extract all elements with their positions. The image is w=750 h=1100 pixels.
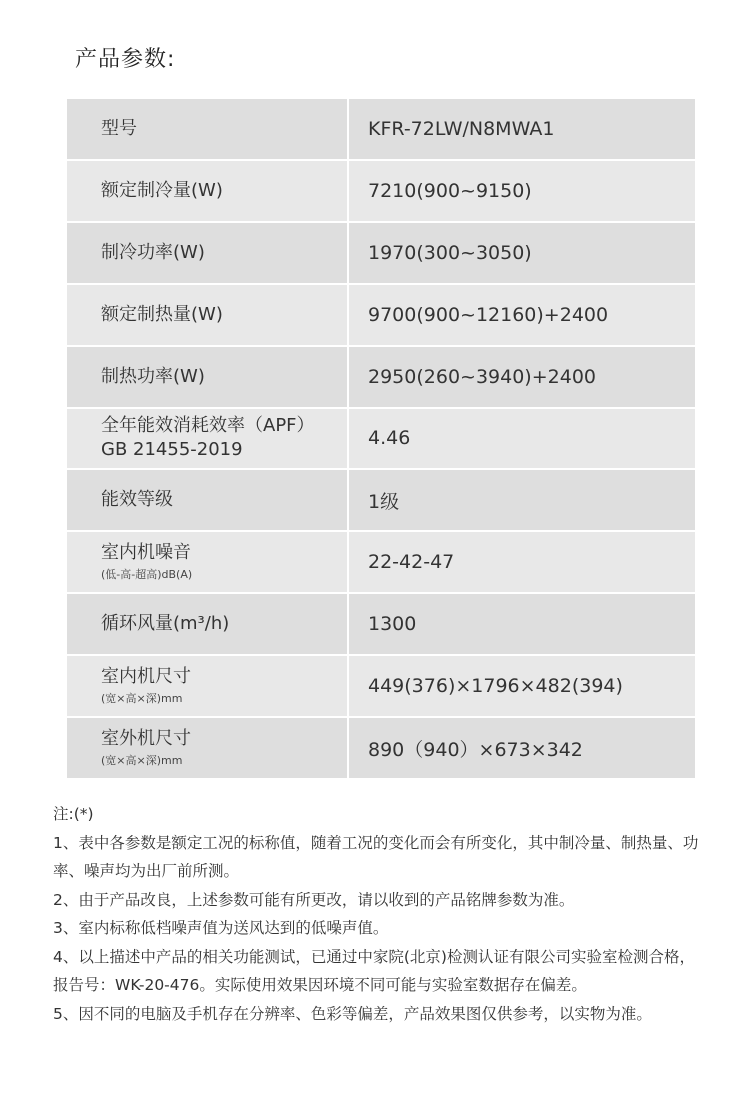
spec-row-rated-cooling — [67, 161, 695, 223]
note-item: 3、室内标称低档噪声值为送风达到的低噪声值。 — [53, 919, 389, 937]
spec-row-energy-grade — [67, 470, 695, 532]
spec-standard: GB 21455-2019 — [101, 439, 243, 461]
spec-value: 2950(260~3940)+2400 — [368, 365, 596, 388]
spec-label: 额定制热量(W) — [101, 303, 223, 325]
spec-value: 7210(900~9150) — [368, 179, 532, 202]
notes-section — [53, 800, 703, 1028]
spec-value: 1级 — [368, 490, 400, 513]
spec-label: 室内机尺寸 — [101, 666, 191, 688]
note-item: 2、由于产品改良，上述参数可能有所更改，请以收到的产品铭牌参数为准。 — [53, 890, 575, 909]
spec-row-airflow — [67, 594, 695, 656]
spec-sublabel: (低-高-超高)dB(A) — [101, 568, 193, 582]
spec-value: 890（940）×673×342 — [368, 738, 583, 761]
spec-label-cell — [67, 594, 349, 654]
spec-value: 4.46 — [368, 427, 411, 450]
spec-label-cell — [67, 656, 349, 716]
spec-sublabel: (宽×高×深)mm — [101, 754, 183, 768]
spec-label-cell — [67, 718, 349, 778]
spec-row-rated-heating — [67, 285, 695, 347]
note-item: 5、因不同的电脑及手机存在分辨率、色彩等偏差，产品效果图仅供参考，以实物为准。 — [53, 1004, 652, 1023]
spec-row-apf — [67, 409, 695, 471]
spec-value: 9700(900~12160)+2400 — [368, 303, 609, 326]
spec-value: 22-42-47 — [368, 551, 455, 574]
spec-value: 449(376)×1796×482(394) — [368, 675, 623, 698]
spec-label-cell — [67, 223, 349, 283]
spec-table — [67, 99, 695, 778]
spec-label-cell — [67, 285, 349, 345]
spec-row-heating-power — [67, 347, 695, 409]
spec-label: 能效等级 — [101, 489, 173, 511]
spec-label: 循环风量(m³/h) — [101, 613, 230, 635]
spec-label: 型号 — [101, 117, 137, 139]
notes-heading: 注:(*) — [53, 805, 94, 823]
spec-label: 室外机尺寸 — [101, 728, 191, 750]
page-title: 产品参数: — [75, 47, 176, 72]
spec-label: 全年能效消耗效率（APF） — [101, 415, 315, 437]
spec-label: 制热功率(W) — [101, 365, 205, 387]
spec-row-cooling-power — [67, 223, 695, 285]
note-item: 4、以上描述中产品的相关功能测试，已通过中家院(北京)检测认证有限公司实验室检测合格，报告号：WK-20-476。实际使用效果因环境不同可能与实验室数据存在偏差。 — [53, 947, 695, 994]
note-item: 1、表中各参数是额定工况的标称值，随着工况的变化而会有所变化，其中制冷量、制热量、功率、噪声均为出厂前所测。 — [53, 833, 699, 880]
spec-label-cell — [67, 161, 349, 221]
spec-label: 室内机噪音 — [101, 542, 191, 564]
spec-row-indoor-noise — [67, 532, 695, 594]
spec-row-model — [67, 99, 695, 161]
spec-row-indoor-size — [67, 656, 695, 718]
spec-label-cell — [67, 99, 349, 159]
spec-label: 制冷功率(W) — [101, 241, 205, 263]
spec-value: 1970(300~3050) — [368, 241, 532, 264]
spec-label: 额定制冷量(W) — [101, 179, 223, 201]
spec-label-cell — [67, 470, 349, 530]
spec-value: KFR-72LW/N8MWA1 — [368, 117, 555, 140]
spec-sublabel: (宽×高×深)mm — [101, 692, 183, 706]
spec-label-cell — [67, 347, 349, 407]
spec-label-cell — [67, 409, 349, 469]
spec-value: 1300 — [368, 613, 417, 636]
spec-row-outdoor-size — [67, 718, 695, 778]
spec-label-cell — [67, 532, 349, 592]
